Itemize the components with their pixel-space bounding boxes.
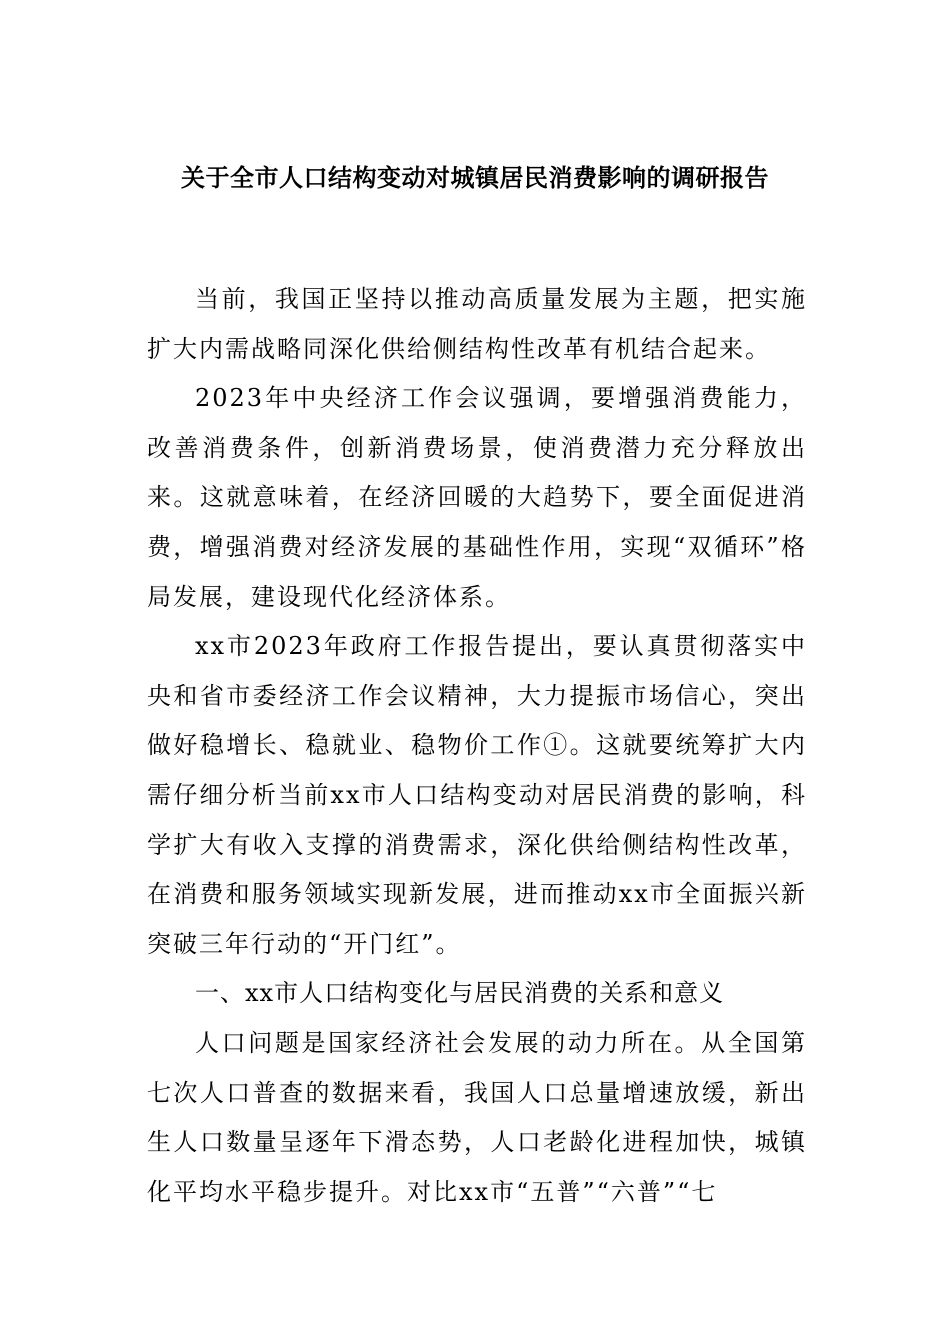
paragraph-conference: 2023年中央经济工作会议强调，要增强消费能力，改善消费条件，创新消费场景，使消费潜力充分释放出来。这就意味着，在经济回暖的大趋势下，要全面促进消费，增强消费对经济发展的基础性作用，实现“双循环”格局发展，建设现代化经济体系。 bbox=[147, 384, 807, 611]
document-body bbox=[147, 275, 807, 1217]
section-heading: 一、xx市人口结构变化与居民消费的关系和意义 bbox=[195, 979, 725, 1008]
document-title: 关于全市人口结构变动对城镇居民消费影响的调研报告 bbox=[181, 163, 769, 192]
paragraph-city-report: xx市2023年政府工作报告提出，要认真贯彻落实中央和省市委经济工作会议精神，大力提振市场信心，突出做好稳增长、稳就业、稳物价工作①。这就要统筹扩大内需仔细分析当前xx市人口结构变动对居民消费的影响，科学扩大有收入支撑的消费需求，深化供给侧结构性改革，在消费和服务领域实现新发展，进而推动xx市全面振兴新突破三年行动的“开门红”。 bbox=[147, 632, 807, 958]
paragraph-intro: 当前，我国正坚持以推动高质量发展为主题，把实施扩大内需战略同深化供给侧结构性改革有机结合起来。 bbox=[147, 285, 807, 363]
paragraph-population: 人口问题是国家经济社会发展的动力所在。从全国第七次人口普查的数据来看，我国人口总量增速放缓，新出生人口数量呈逐年下滑态势，人口老龄化进程加快，城镇化平均水平稳步提升。对比xx市“五普”“六普”“七 bbox=[147, 1028, 807, 1206]
